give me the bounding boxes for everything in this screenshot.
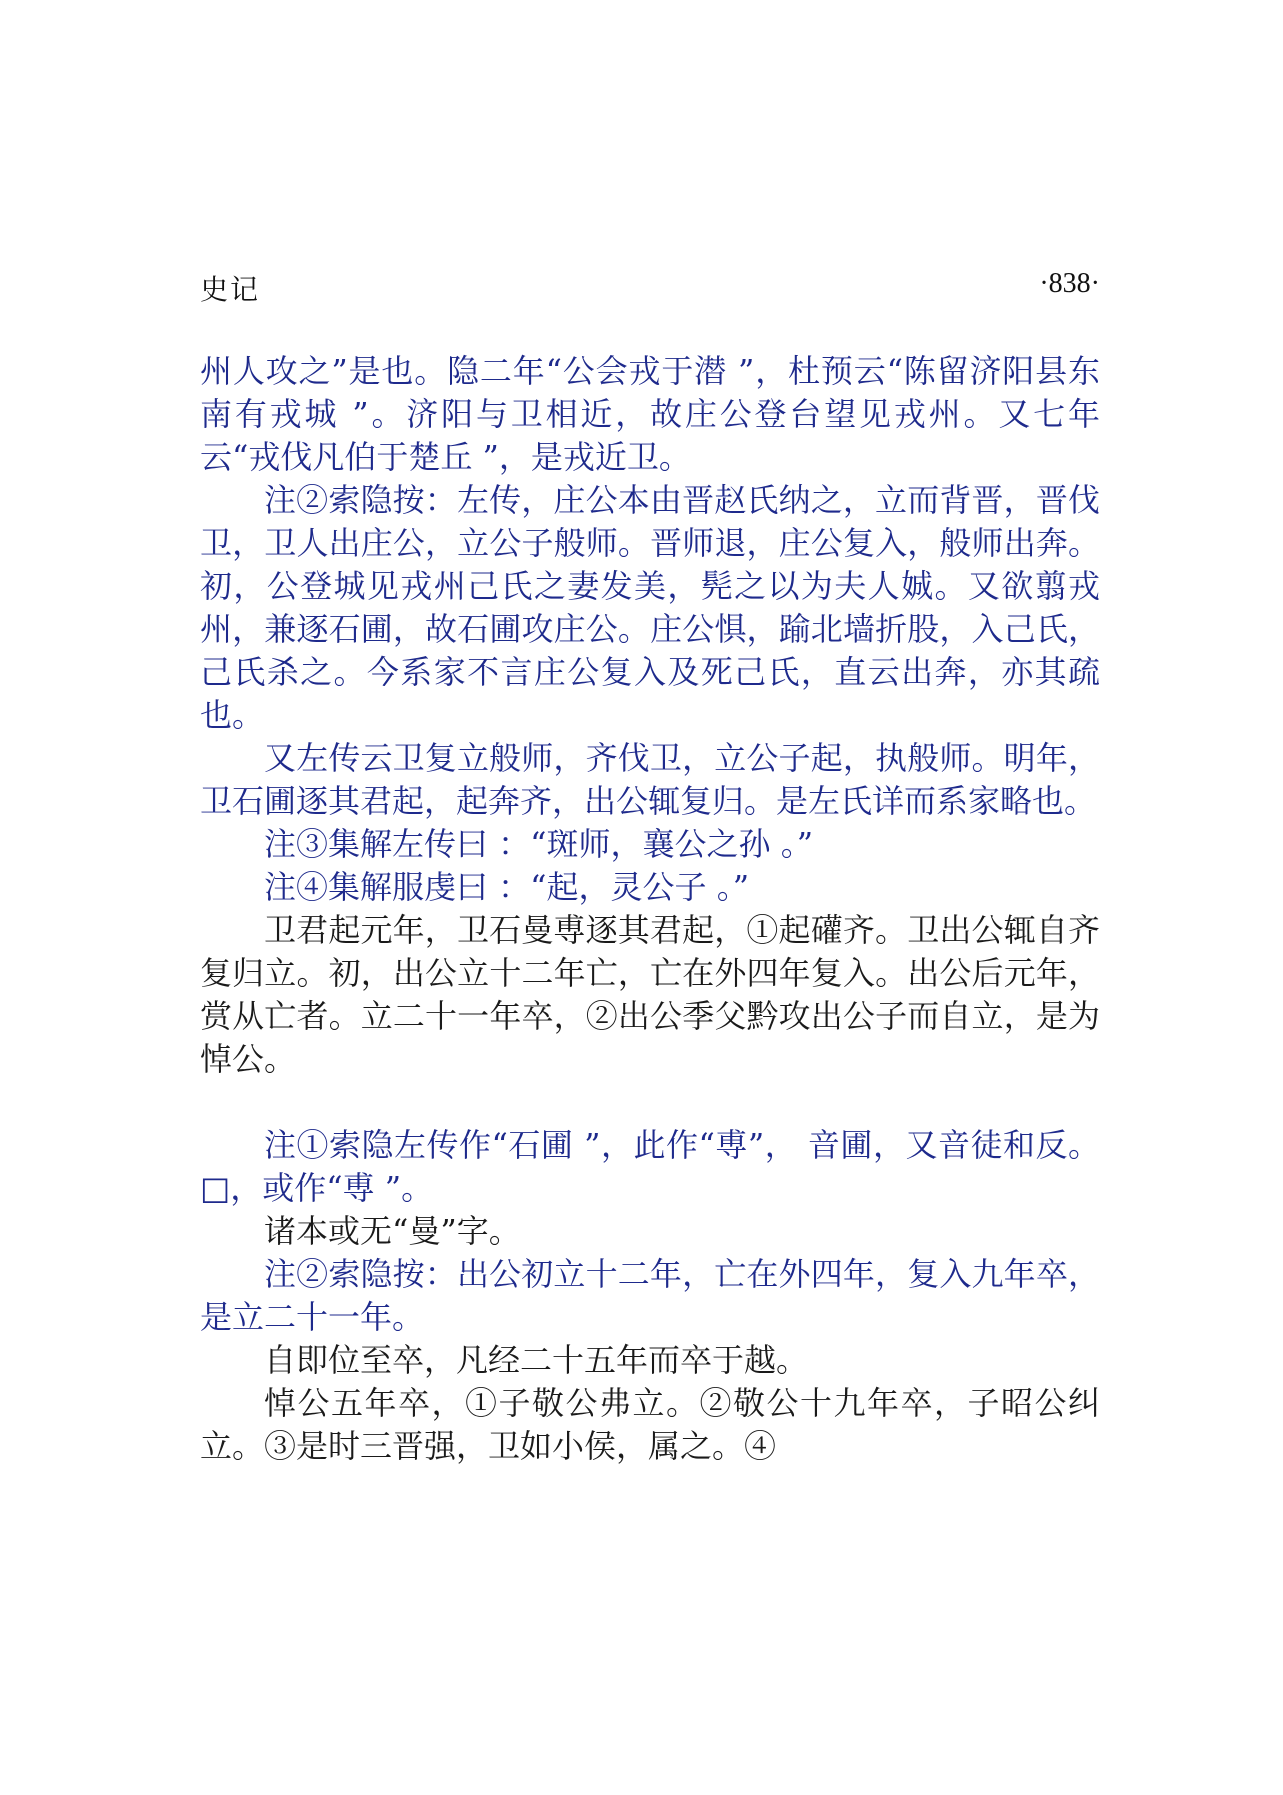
paragraph-note-4-jijie: 注④集解服虔曰 ：“起，灵公子 。” xyxy=(264,868,750,906)
paragraph-note-2-suoyin: 注②索隐按：左传，庄公本由晋赵氏纳之，立而背晋，晋伐卫，卫人出庄公，立公子般师。晋师退，庄公复入，般师出奔。初，公登城见戎州己氏之妻发美，髡之以为夫人娍。又欲翦戎州，兼逐石圃，故石圃攻庄公。庄公惧，踰北墙折股，入己氏，己氏杀之。今系家不言庄公复入及死己氏，直云出奔，亦其疏也。 xyxy=(200,481,1100,734)
book-title: 史记 xyxy=(200,273,261,306)
page-header xyxy=(200,268,1100,308)
page-number: ·838· xyxy=(1039,268,1100,299)
paragraph-main-text-weijunqi: 卫君起元年，卫石曼尃逐其君起，①起礶齐。卫出公辄自齐复归立。初，出公立十二年亡，亡在外四年复入。出公后元年，赏从亡者。立二十一年卒，②出公季父黔攻出公子而自立，是为悼公。 xyxy=(200,911,1100,1078)
paragraph-variant-note: 诸本或无“曼”字。 xyxy=(264,1212,521,1250)
paragraph-note-2-suoyin-chugong: 注②索隐按：出公初立十二年，亡在外四年，复入九年卒，是立二十一年。 xyxy=(200,1255,1100,1336)
paragraph-main-text-daogong: 悼公五年卒，①子敬公弗立。②敬公十九年卒，子昭公纠立。③是时三晋强，卫如小侯，属之。④ xyxy=(200,1384,1100,1465)
page-body xyxy=(200,350,1100,1468)
paragraph-note-1-suoyin: 注①索隐左传作“石圃 ”，此作“尃”， 音圃，又音徒和反。□，或作“尃 ”。 xyxy=(200,1126,1100,1207)
paragraph-commentary-continued: 州人攻之”是也。隐二年“公会戎于潜 ”，杜预云“陈留济阳县东南有戎城 ”。济阳与卫相近，故庄公登台望见戎州。又七年云“戎伐凡伯于楚丘 ”，是戎近卫。 xyxy=(200,352,1100,476)
paragraph-note-3-jijie: 注③集解左传曰 ：“斑师，襄公之孙 。” xyxy=(264,825,814,863)
paragraph-spacer xyxy=(200,1081,1100,1124)
paragraph-reign-summary: 自即位至卒，凡经二十五年而卒于越。 xyxy=(264,1341,809,1379)
paragraph-zuozhuan-note: 又左传云卫复立般师，齐伐卫，立公子起，执般师。明年，卫石圃逐其君起，起奔齐，出公辄复归。是左氏详而系家略也。 xyxy=(200,739,1100,820)
